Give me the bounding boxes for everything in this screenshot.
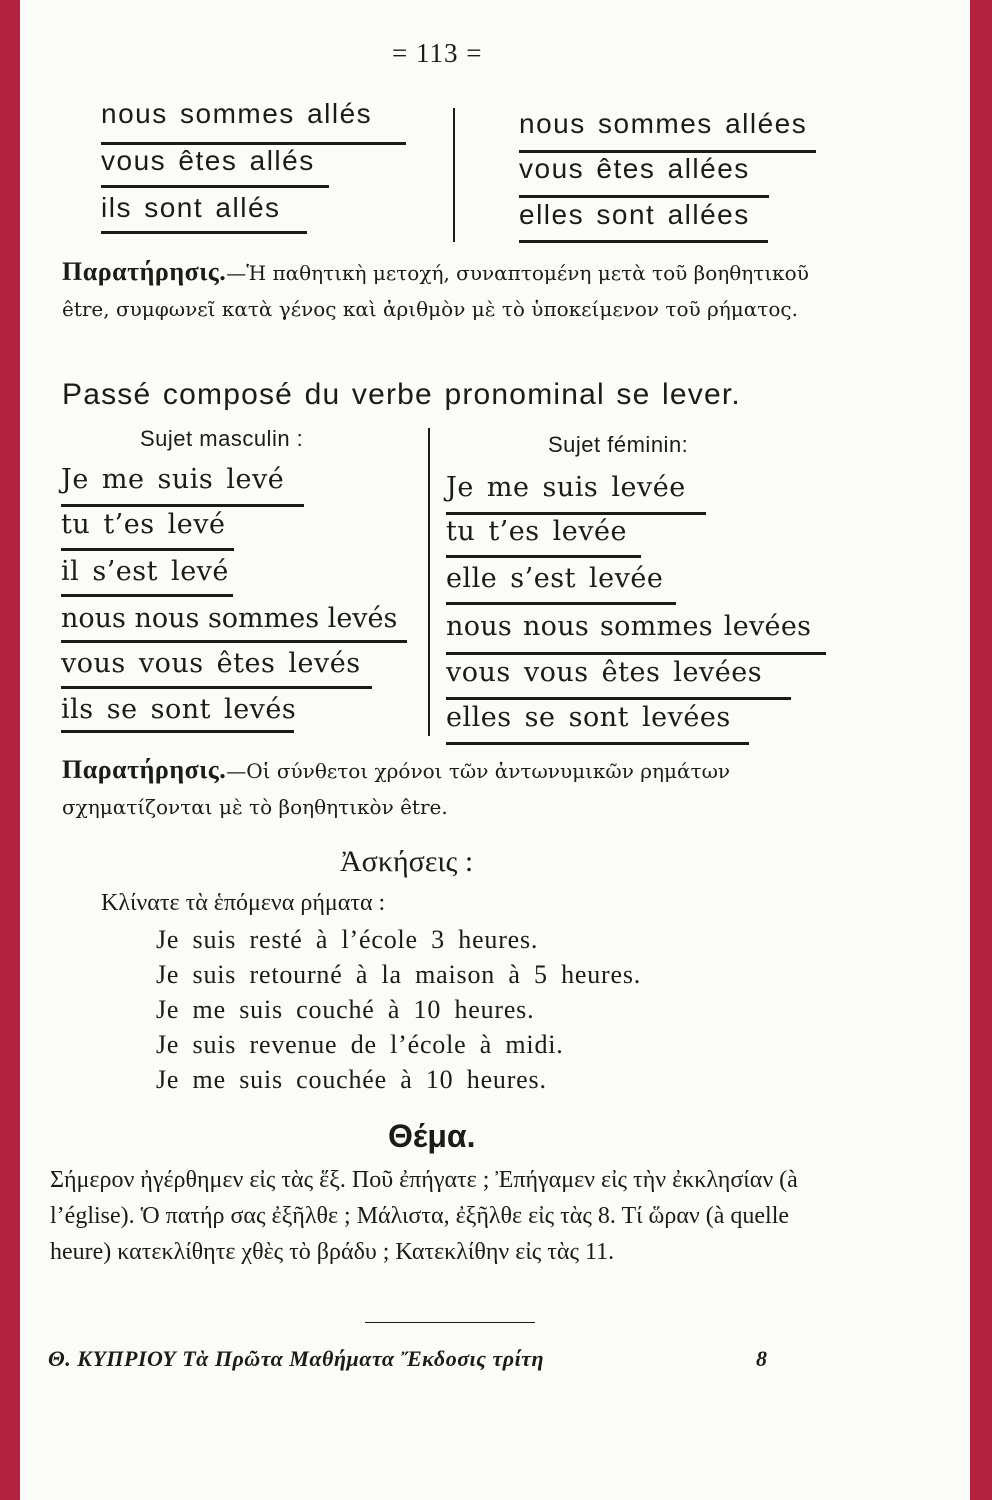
- table1-divider: [453, 108, 455, 242]
- table2-right-header: Sujet féminin:: [548, 432, 689, 457]
- theme-text: Σήμερον ἠγέρθημεν εἰς τὰς ἕξ. Ποῦ ἐπήγατε ; Ἐπήγαμεν εἰς τὴν ἐκκλησίαν (à l’église). Ὁ πατήρ σας ἐξῆλθε ; Μάλιστα, ἐξῆλθε εἰς τὰς 8. Τί ὥραν (à quelle heure) κατεκλίθητε χθὲς τὸ βράδυ ; Κατεκλίθην εἰς τὰς 11.: [50, 1167, 798, 1265]
- footer-divider: [365, 1322, 535, 1323]
- table2-right-rule-6: [446, 742, 749, 745]
- table1-left-row-3: ils sont allés: [101, 192, 281, 223]
- note-2-text: —Οἱ σύνθετοι χρόνοι τῶν ἀντωνυμικῶν ρημάτων σχηματίζονται μὲ τὸ βοηθητικὸν être.: [62, 759, 731, 819]
- table1-right-row-2: vous êtes allées: [519, 153, 750, 184]
- exercise-sentence-4: Je suis revenue de l’école à midi.: [156, 1030, 564, 1059]
- table2-left-row-4: nous nous sommes levés: [61, 603, 398, 634]
- table2-right-rule-3: [446, 602, 676, 605]
- table2-left-row-3: il s’est levé: [61, 556, 229, 587]
- table1-right-rule-3: [519, 240, 768, 243]
- table1-right-row-1: nous sommes allées: [519, 108, 808, 139]
- table2-right-rule-1: [446, 512, 706, 515]
- note-1-text: —Ἡ παθητικὴ μετοχή, συναπτομένη μετὰ τοῦ βοηθητικοῦ être, συμφωνεῖ κατὰ γένος καὶ ἀριθμὸν μὲ τὸ ὑποκείμενον τοῦ ρήματος.: [62, 261, 809, 321]
- table2-left-row-6: ils se sont levés: [61, 694, 297, 725]
- table1-right-rule-2: [519, 195, 769, 198]
- exercise-sentence-3: Je me suis couché à 10 heures.: [156, 995, 535, 1024]
- table1-left-rule-2: [101, 185, 329, 188]
- table1-left-row-1: nous sommes allés: [101, 98, 373, 129]
- note-1: [62, 254, 838, 327]
- table2-left-rule-6: [61, 730, 294, 733]
- table2-left-rule-1: [61, 504, 304, 507]
- table2-right-row-1: Je me suis levée: [446, 472, 686, 503]
- note-2: [62, 752, 838, 825]
- table2-left-rule-3: [61, 594, 233, 597]
- footer-text: Θ. ΚΥΠΡΙΟΥ Τὰ Πρῶτα Μαθήματα Ἔκδοσις τρίτη: [48, 1346, 545, 1371]
- page-number: = 113 =: [392, 38, 483, 68]
- table2-right-rule-2: [446, 555, 641, 558]
- note-1-label: Παρατήρησις.: [62, 257, 227, 286]
- exercises-heading: Ἀσκήσεις :: [340, 845, 474, 878]
- table2-right-row-5: vous vous êtes levées: [446, 657, 763, 688]
- theme-heading: Θέμα.: [388, 1118, 476, 1154]
- table1-left-row-2: vous êtes allés: [101, 145, 315, 176]
- table2-left-rule-4: [61, 640, 407, 643]
- table2-right-row-6: elles se sont levées: [446, 702, 731, 733]
- table2-left-rule-2: [61, 548, 234, 551]
- note-2-label: Παρατήρησις.: [62, 755, 227, 784]
- table2-left-rule-5: [61, 686, 372, 689]
- table2-right-row-4: nous nous sommes levées: [446, 611, 812, 642]
- page: [20, 0, 970, 1500]
- table2-left-header: Sujet masculin :: [140, 426, 304, 451]
- exercise-sentence-1: Je suis resté à l’école 3 heures.: [156, 925, 539, 954]
- table2-left-row-1: Je me suis levé: [61, 464, 285, 495]
- table2-right-row-2: tu t’es levée: [446, 516, 627, 547]
- exercise-sentence-5: Je me suis couchée à 10 heures.: [156, 1065, 547, 1094]
- table1-right-row-3: elles sont allées: [519, 199, 750, 230]
- table2-right-rule-5: [446, 697, 791, 700]
- table2-right-rule-4: [446, 652, 826, 655]
- table2-left-row-5: vous vous êtes levés: [61, 648, 361, 679]
- exercises-instruction: Κλίνατε τὰ ἑπόμενα ρήματα :: [101, 890, 386, 916]
- footer-signature: 8: [756, 1346, 768, 1371]
- exercise-sentence-2: Je suis retourné à la maison à 5 heures.: [156, 960, 642, 989]
- table2-divider: [428, 428, 430, 736]
- section-heading: Passé composé du verbe pronominal se lever.: [62, 378, 741, 411]
- table1-left-rule-3: [101, 231, 307, 234]
- table2-right-row-3: elle s’est levée: [446, 563, 664, 594]
- table2-left-row-2: tu t’es levé: [61, 509, 226, 540]
